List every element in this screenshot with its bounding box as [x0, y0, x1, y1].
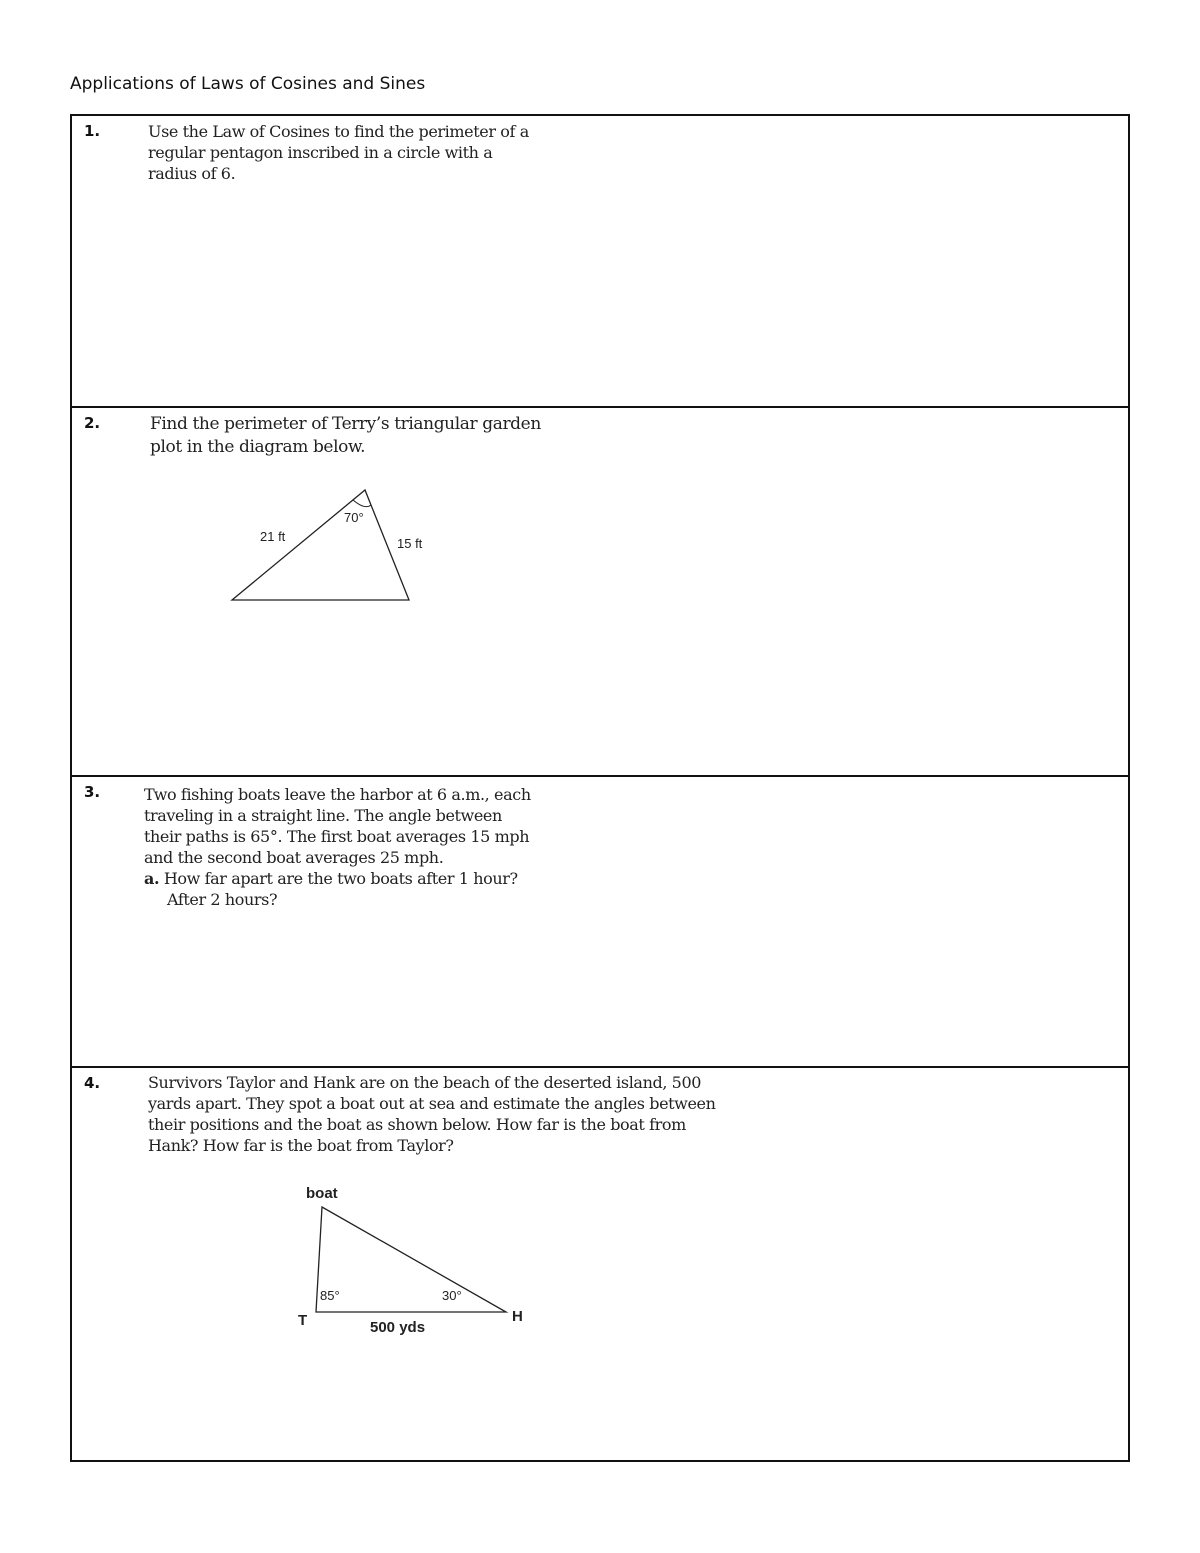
text-line: How far apart are the two boats after 1 hour?	[163, 869, 518, 888]
text-line: their positions and the boat as shown below. How far is the boat from	[148, 1115, 686, 1134]
text-line: Hank? How far is the boat from Taylor?	[148, 1136, 454, 1155]
text-line: Find the perimeter of Terry’s triangular garden	[150, 414, 541, 434]
page-title: Applications of Laws of Cosines and Sines	[70, 74, 426, 94]
text-line: their paths is 65°. The first boat averages 15 mph	[144, 827, 530, 846]
text-line: plot in the diagram below.	[150, 437, 366, 457]
angle-arc	[353, 500, 371, 507]
text-line: After 2 hours?	[167, 890, 278, 909]
text-line: regular pentagon inscribed in a circle with a	[148, 143, 493, 162]
text-line: and the second boat averages 25 mph.	[144, 848, 444, 867]
problem-text	[148, 1072, 716, 1156]
problem-4	[72, 1066, 1128, 1462]
text-line: traveling in a straight line. The angle between	[144, 806, 502, 825]
angle-label-top: 70°	[344, 510, 364, 525]
vertex-label-boat: boat	[306, 1185, 338, 1202]
vertex-label-hank: H	[512, 1308, 523, 1325]
problem-2	[72, 406, 1128, 776]
part-label: a.	[144, 869, 160, 888]
problem-text	[148, 121, 529, 184]
part-a-line	[144, 868, 531, 889]
problem-number: 4.	[84, 1074, 101, 1092]
vertex-label-taylor: T	[298, 1312, 308, 1329]
problem-number: 1.	[84, 122, 101, 140]
problem-3	[72, 775, 1128, 1067]
garden-triangle	[232, 490, 409, 600]
boat-triangle	[316, 1207, 506, 1312]
problem-text	[150, 413, 541, 459]
base-label: 500 yds	[370, 1319, 426, 1336]
problem-1	[72, 116, 1128, 407]
text-line: Two fishing boats leave the harbor at 6 a.m., each	[144, 785, 531, 804]
boat-triangle-diagram	[292, 1180, 532, 1340]
text-line: Use the Law of Cosines to find the perimeter of a	[148, 122, 529, 141]
angle-label-right: 30°	[442, 1288, 462, 1303]
problem-number: 3.	[84, 783, 101, 801]
text-line: Survivors Taylor and Hank are on the beach of the deserted island, 500	[148, 1073, 702, 1092]
problem-text	[144, 784, 531, 910]
worksheet-table	[70, 114, 1130, 1462]
garden-triangle-diagram	[222, 478, 462, 608]
problem-number: 2.	[84, 414, 101, 432]
side-label-left: 21 ft	[260, 529, 286, 544]
text-line: yards apart. They spot a boat out at sea and estimate the angles between	[148, 1094, 716, 1113]
text-line: radius of 6.	[148, 164, 236, 183]
angle-label-left: 85°	[320, 1288, 340, 1303]
side-label-right: 15 ft	[397, 536, 423, 551]
